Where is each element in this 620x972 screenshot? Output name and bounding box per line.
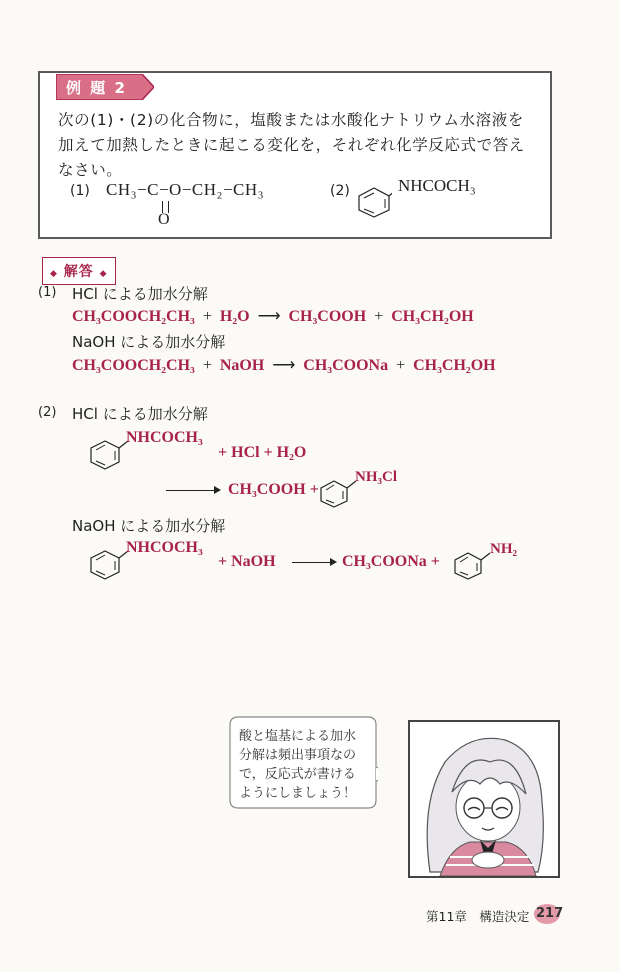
part1-number: (1) [38,285,57,300]
page-number: 217 [536,906,564,921]
eq-plus: + [374,308,384,325]
problem-tab-label: 例 題 2 [66,79,127,97]
part2-naoh-arrow [292,562,334,563]
speech-line-4: ようにしましょう！ [239,786,357,801]
chapter-footer: 第11章 構造決定 [426,909,530,924]
part2-hcl-reactant-ring [88,439,130,471]
item1-number: (1) [70,183,90,199]
eq-plus: + [202,357,212,374]
eq-arrow: ⟶ [272,357,296,374]
part2-naoh-product-ring [452,551,492,581]
eq-acetic-acid: CH₃COOH [288,308,367,325]
answer-badge-label: 解答 [63,264,94,280]
part2-naoh-reactant-group: NHCOCH₃ [126,539,203,556]
part2-hcl-product-group: NH₃Cl [355,469,397,485]
part2-hcl-arrow-head [214,486,221,494]
part1-hcl-equation [72,306,474,326]
item2-group: NHCOCH₃ [398,176,476,195]
item1-carbonyl-oxygen: O [158,211,170,228]
part2-hcl-products: CH₃COOH + [228,481,319,498]
part2-hcl-product-ring [318,479,358,509]
problem-line-2: 加えて加熱したときに起こる変化を，それぞれ化学反応式で答え [58,136,525,154]
part2-naoh-reagents: + NaOH [218,553,276,570]
eq-ester: CH₃COOCH₂CH₃ [72,308,195,325]
speech-line-1: 酸と塩基による加水 [239,729,357,744]
part1-hcl-label: HCl による加水分解 [72,285,208,303]
item1-formula: CH₃−C−O−CH₂−CH₃ [106,180,265,199]
eq-sodium-acetate: CH₃COONa [303,357,389,374]
character-drawing [410,722,558,876]
problem-line-1: 次の(1)・(2)の化合物に，塩酸または水酸化ナトリウム水溶液を [58,111,524,129]
item2-number: (2) [330,183,350,199]
part2-naoh-label: NaOH による加水分解 [72,517,226,535]
problem-line-3: なさい。 [58,161,123,179]
eq-plus: + [396,357,406,374]
item2-benzene-ring [356,186,392,218]
speech-line-2: 分解は頻出事項なの [239,748,357,763]
eq-arrow: ⟶ [257,308,281,325]
speech-line-3: で，反応式が書ける [239,767,356,782]
part2-hcl-label: HCl による加水分解 [72,405,208,423]
eq-ethanol: CH₃CH₂OH [391,308,474,325]
part1-naoh-equation [72,355,496,375]
eq-ester: CH₃COOCH₂CH₃ [72,357,195,374]
eq-plus: + [202,308,212,325]
part2-naoh-product-group: NH₂ [490,541,517,557]
part2-hcl-reagents: + HCl + H₂O [218,444,307,461]
part2-hcl-arrow [166,490,218,491]
part2-naoh-arrow-head [330,558,337,566]
answer-badge: ◆ 解答 ◆ [42,257,116,285]
part2-hcl-reactant-group: NHCOCH₃ [126,429,203,446]
eq-water: H₂O [219,308,250,325]
problem-statement [58,108,538,183]
speech-text [239,727,371,803]
part2-naoh-reactant-ring [88,549,130,581]
part1-naoh-label: NaOH による加水分解 [72,333,226,351]
eq-naoh: NaOH [219,357,265,374]
eq-ethanol: CH₃CH₂OH [413,357,496,374]
part2-naoh-products: CH₃COONa + [342,553,440,570]
character-illustration [408,720,560,878]
part2-number: (2) [38,405,57,420]
